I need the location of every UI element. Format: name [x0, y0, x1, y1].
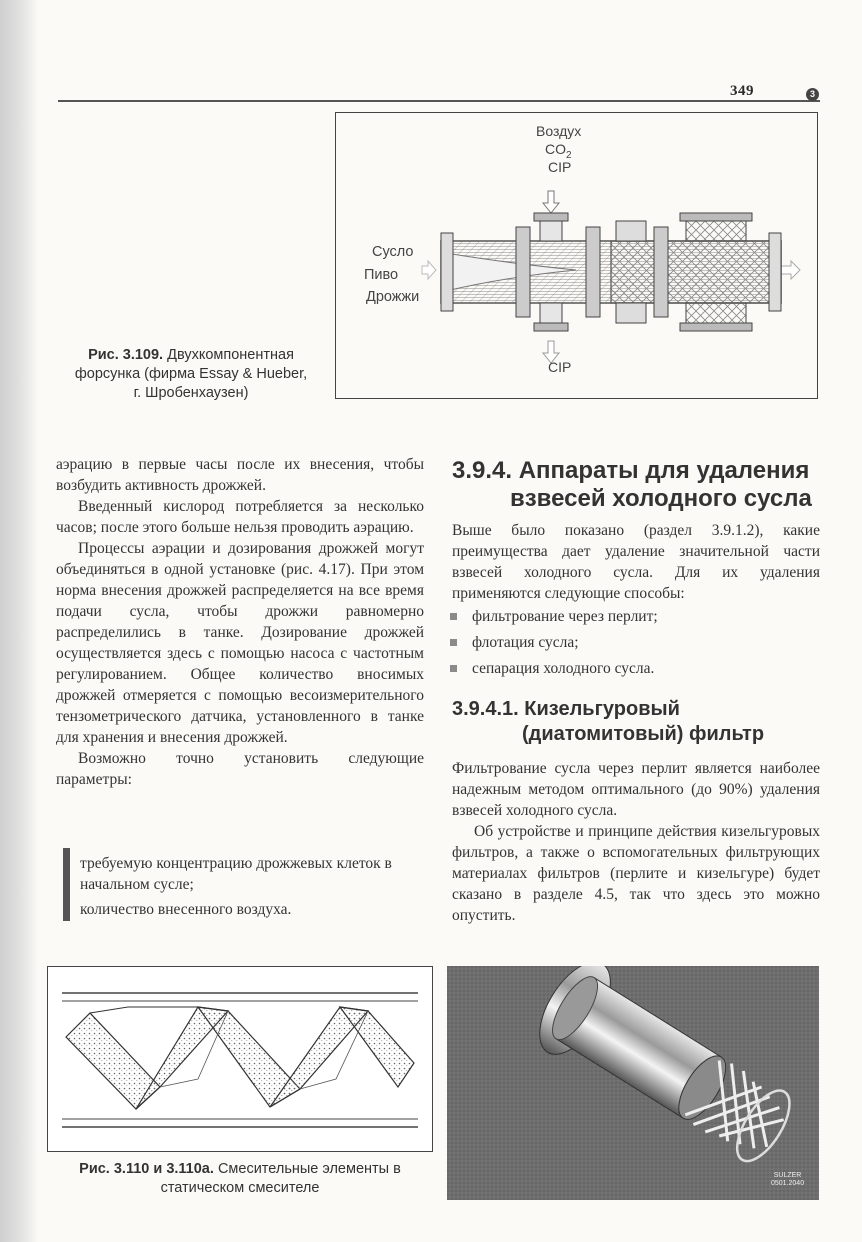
bullet-square — [450, 639, 457, 646]
list-item: количество внесенного воздуха. — [80, 901, 292, 918]
label-cip-top: CIP — [548, 159, 572, 175]
section-3-9-4-intro: Выше было показано (раздел 3.9.1.2), какие преимущества дает удаление значительной части взвесей холодного сусла. Для их удаления применяются следующие способы: — [452, 522, 820, 602]
heading-line-1: 3.9.4.1. Кизельгуровый — [452, 698, 680, 720]
label-yeast: Дрожжи — [366, 289, 420, 305]
photo-label-line-2: 0501.2040 — [771, 1180, 805, 1187]
list-side-bar — [63, 848, 70, 921]
list-item-text: сепарация холодного сусла. — [472, 660, 655, 677]
paragraph: Возможно точно установить следующие параметры: — [56, 750, 424, 788]
paragraph: Процессы аэрации и дозирования дрожжей могут объединяться в одной установке (рис. 4.17). При этом норма внесения дрожжей распределяется на все время подачи сусла, чтобы дрожжи равномерно распределились в танке. Дозирование дрожжей осуществляется здесь с помощью насоса с частотным регулированием. Общее количество вносимых дрожжей отмеряется с помощью весоизмерительного тензометрического датчика, установленного в танке для хранения и внесения дрожжей. — [56, 540, 424, 746]
figure-3-109-frame — [335, 112, 818, 399]
label-air: Воздух — [536, 123, 582, 139]
list-item: требуемую концентрацию дрожжевых клеток в начальном сусле; — [80, 855, 392, 893]
caption-line-1 — [52, 1160, 428, 1179]
caption-line-3: г. Шробенхаузен) — [133, 385, 249, 401]
heading-line-2: взвесей холодного сусла — [510, 485, 812, 512]
section-heading-3-9-4-1 — [452, 697, 822, 747]
methods-list — [446, 606, 820, 679]
heading-line-2: (диатомитовый) фильтр — [522, 723, 765, 745]
label-cip-bottom: CIP — [548, 359, 572, 375]
caption-text-1: Смесительные элементы в — [217, 1161, 401, 1177]
caption-line-2: статическом смесителе — [160, 1180, 320, 1196]
photo-label-line-1: SULZER — [773, 1172, 802, 1179]
mixer-photo-illustration — [447, 966, 819, 1200]
bullet-square — [450, 613, 457, 620]
label-co2 — [545, 141, 572, 161]
parameter-list — [80, 853, 400, 920]
caption-number: Рис. 3.110 и 3.110а. — [79, 1161, 214, 1177]
bullet-square — [450, 665, 457, 672]
list-item-text: фильтрование через перлит; — [472, 608, 658, 625]
paragraph: Фильтрование сусла через перлит является наиболее надежным методом оптимального (до 90%) удаления взвесей холодного сусла. — [452, 760, 820, 819]
paragraph: аэрацию в первые часы после их внесения, чтобы возбудить активность дрожжей. — [56, 456, 424, 494]
chapter-badge: 3 — [806, 88, 819, 101]
list-item — [446, 606, 820, 627]
label-beer: Пиво — [364, 267, 399, 283]
paragraph: Введенный кислород потребляется за несколько часов; после этого больше нельзя проводить аэрацию. — [56, 498, 424, 536]
photo-label — [771, 1172, 804, 1188]
paragraph: Об устройстве и принципе действия кизельгуровых фильтров, а также о вспомогательных фильтрующих материалах фильтров (перлите и кизельгуре) будет сказано в разделе 4.5, так что здесь это можно опустить. — [452, 823, 820, 924]
list-item-text: флотация сусла; — [472, 634, 579, 651]
figure-3-110-frame — [47, 966, 433, 1152]
figure-3-110-caption — [52, 1160, 428, 1198]
list-item — [446, 632, 820, 653]
header-rule — [58, 100, 820, 102]
list-item — [446, 658, 820, 679]
page-gutter-shadow — [0, 0, 38, 1242]
label-co2-text: CO — [545, 141, 566, 157]
caption-line-1 — [68, 346, 314, 365]
heading-line-1: 3.9.4. Аппараты для удаления — [452, 457, 810, 484]
label-co2-sub: 2 — [566, 149, 572, 161]
figure-3-109-caption — [68, 346, 314, 403]
static-mixer-elements-drawing — [48, 967, 431, 1150]
caption-line-2: форсунка (фирма Essay & Hueber, — [74, 366, 308, 382]
section-3-9-4-1-body — [452, 758, 820, 926]
label-wort: Сусло — [372, 244, 414, 260]
section-heading-3-9-4 — [452, 457, 822, 513]
caption-text-1: Двухкомпонентная — [167, 347, 294, 363]
left-column — [56, 454, 424, 790]
caption-number: Рис. 3.109. — [88, 347, 164, 363]
page-number: 349 — [730, 83, 754, 99]
static-mixer-photo — [447, 966, 819, 1200]
